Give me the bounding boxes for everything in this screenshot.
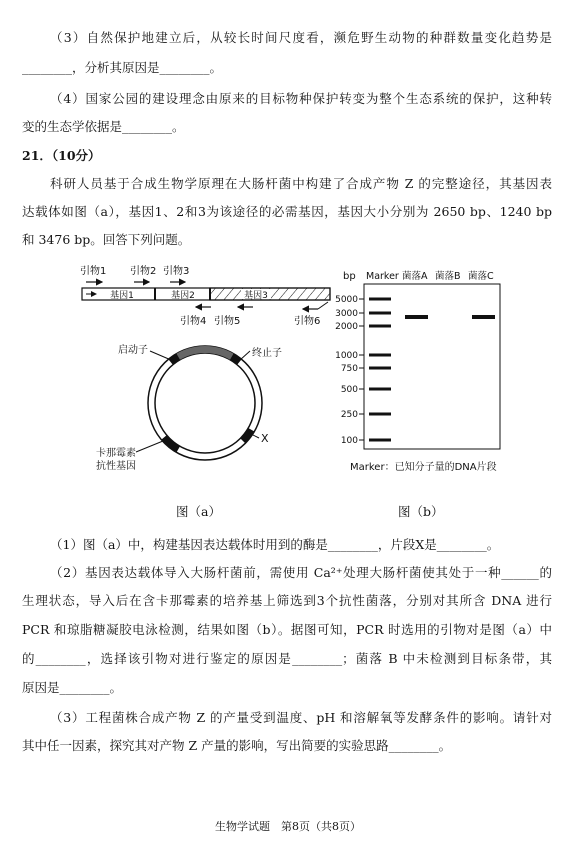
- lane-label-marker: Marker: [366, 271, 399, 282]
- gel-note: Marker：已知分子量的DNA片段: [350, 462, 497, 473]
- ladder-label: 3000: [335, 309, 358, 319]
- primer-6-leader: [318, 302, 328, 309]
- resistance-label-line2: 抗性基因: [96, 461, 136, 472]
- bp-unit-label: bp: [343, 271, 356, 282]
- terminator-block: [232, 357, 240, 362]
- ladder-ticks: [359, 299, 364, 440]
- lane-label-a: 菌落A: [402, 271, 428, 282]
- question-text-line: ________，分析其原因是________。: [22, 60, 223, 75]
- question-text-line: 变的生态学依据是________。: [22, 119, 185, 134]
- promoter-leader: [150, 351, 171, 360]
- gel-figure: [335, 270, 500, 473]
- plasmid-diagram: [96, 343, 282, 472]
- colony-a-band: [405, 315, 428, 319]
- primer-2-label: 引物2: [130, 266, 157, 277]
- question-number: 21．（10分）: [22, 148, 101, 163]
- figure-a-caption: 图（a）: [176, 504, 221, 519]
- colony-c-band: [472, 315, 495, 319]
- primer-1-label: 引物1: [80, 266, 107, 277]
- gene-2-label: 基因2: [171, 291, 195, 301]
- sub-question-line: 的________，选择该引物对进行鉴定的原因是________；菌落 B 中未检测到目标条带，其: [22, 651, 552, 666]
- promoter-block: [171, 357, 179, 362]
- ladder-label: 100: [340, 436, 358, 446]
- primer-3-label: 引物3: [163, 266, 190, 277]
- primer-5-label: 引物5: [214, 316, 241, 327]
- marker-lane-bands: [369, 298, 391, 442]
- fragment-x-label: X: [261, 432, 269, 445]
- primer-6-label: 引物6: [294, 316, 321, 327]
- figure-area: [60, 258, 520, 483]
- plasmid-ring-inner: [155, 353, 255, 453]
- sub-question-line: 原因是________。: [22, 680, 123, 695]
- sub-question-line: 生理状态，导入后在含卡那霉素的培养基上筛选到3个抗性菌落，分别对其所含 DNA 进行: [22, 593, 552, 608]
- marker-band: [369, 354, 391, 357]
- marker-band: [369, 413, 391, 416]
- marker-band: [369, 325, 391, 328]
- resistance-gene-block: [164, 437, 178, 449]
- question-text-line: （3）自然保护地建立后，从较长时间尺度看，濒危野生动物的种群数量变化趋势是: [50, 30, 552, 45]
- sub-question-line: 其中任一因素，探究其对产物 Z 产量的影响，写出简要的实验思路________。: [22, 738, 452, 753]
- question-text-line: （4）国家公园的建设理念由原来的目标物种保护转变为整个生态系统的保护，这种转: [50, 91, 552, 106]
- ladder-label: 1000: [335, 351, 358, 361]
- resistance-label-line1: 卡那霉素: [96, 448, 136, 459]
- figure-b-caption: 图（b）: [398, 504, 444, 519]
- ladder-label: 750: [340, 364, 358, 374]
- question-intro-line: 科研人员基于合成生物学原理在大肠杆菌中构建了合成产物 Z 的完整途径，其基因表: [50, 176, 552, 191]
- marker-band: [369, 388, 391, 391]
- promoter-label: 启动子: [118, 345, 148, 356]
- marker-band: [369, 439, 391, 442]
- page-footer: 生物学试题 第8页（共8页）: [215, 820, 361, 833]
- primer-4-label: 引物4: [180, 316, 207, 327]
- marker-band: [369, 312, 391, 315]
- sub-question-line: （3）工程菌株合成产物 Z 的产量受到温度、pH 和溶解氧等发酵条件的影响。请针对: [50, 710, 552, 725]
- question-intro-line: 和 3476 bp。回答下列问题。: [22, 232, 191, 247]
- ladder-label: 2000: [335, 322, 358, 332]
- question-intro-line: 达载体如图（a），基因1、2和3为该途径的必需基因，基因大小分别为 2650 bp、1240 bp: [22, 204, 552, 219]
- gene-1-label: 基因1: [110, 291, 134, 301]
- gene-3-label: 基因3: [244, 291, 268, 301]
- lane-label-c: 菌落C: [468, 271, 494, 282]
- ladder-label: 250: [340, 410, 358, 420]
- ladder-label: 500: [340, 385, 358, 395]
- resistance-leader: [136, 441, 163, 452]
- marker-band: [369, 367, 391, 370]
- insert-region: [174, 350, 235, 360]
- sub-question-line: （1）图（a）中，构建基因表达载体时用到的酶是________，片段X是________。: [50, 537, 500, 552]
- lane-label-b: 菌落B: [435, 271, 461, 282]
- ladder-label: 5000: [335, 295, 358, 305]
- sub-question-line: PCR 和琼脂糖凝胶电泳检测，结果如图（b）。据图可知，PCR 时选用的引物对是图（a）中: [22, 622, 552, 637]
- marker-band: [369, 298, 391, 301]
- terminator-label: 终止子: [252, 348, 282, 359]
- gene-map: [80, 264, 330, 327]
- terminator-leader: [240, 351, 250, 360]
- sub-question-line: （2）基因表达载体导入大肠杆菌前，需使用 Ca²⁺处理大肠杆菌使其处于一种______的: [50, 565, 552, 580]
